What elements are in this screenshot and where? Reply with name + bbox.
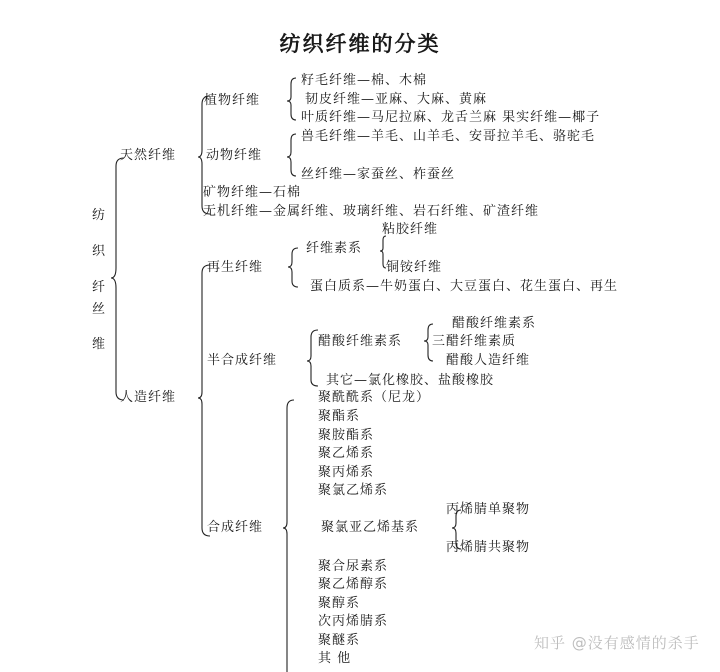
- animal-fiber-item: 兽毛纤维—羊毛、山羊毛、安哥拉羊毛、骆驼毛: [301, 129, 596, 144]
- protein-line: 蛋白质系—牛奶蛋白、大豆蛋白、花生蛋白、再生: [310, 279, 619, 294]
- regenerated-fiber-label: 再生纤维: [207, 260, 264, 275]
- semi-other-line: 其它—氯化橡胶、盐酸橡胶: [326, 373, 495, 388]
- root-char: 纺: [92, 208, 106, 223]
- root-char: 纤: [92, 280, 106, 295]
- plant-fiber-item: 叶质纤维—马尼拉麻、龙舌兰麻 果实纤维—椰子: [301, 110, 601, 125]
- mineral-fiber-line: 矿物纤维—石棉: [203, 185, 302, 200]
- semi-synthetic-label: 半合成纤维: [207, 353, 278, 368]
- vinylidene-item: 丙烯腈单聚物: [446, 502, 531, 517]
- cellulose-item: 铜铵纤维: [386, 260, 443, 275]
- synthetic-item: 聚胺酯系: [318, 428, 375, 443]
- root-char: 丝: [92, 302, 106, 317]
- manmade-fiber-label: 人造纤维: [120, 390, 177, 405]
- synthetic-item: 其 他: [318, 651, 352, 666]
- synthetic-fiber-label: 合成纤维: [207, 520, 264, 535]
- watermark: 知乎 @没有感情的杀手: [534, 634, 700, 652]
- synthetic-item: 聚合尿素系: [318, 559, 389, 574]
- vinylidene-group-label: 聚氯亚乙烯基系: [321, 520, 420, 535]
- inorganic-fiber-line: 无机纤维—金属纤维、玻璃纤维、岩石纤维、矿渣纤维: [203, 204, 540, 219]
- acetate-item: 醋酸人造纤维: [446, 353, 531, 368]
- synthetic-item: 聚氯乙烯系: [318, 483, 389, 498]
- synthetic-item: 次丙烯腈系: [318, 614, 389, 629]
- animal-fiber-label: 动物纤维: [206, 148, 263, 163]
- cellulose-item: 粘胶纤维: [382, 222, 439, 237]
- synthetic-item: 聚醇系: [318, 596, 361, 611]
- synthetic-item: 聚酯系: [318, 409, 361, 424]
- root-char: 织: [92, 244, 106, 259]
- synthetic-item: 聚酰酰系（尼龙）: [318, 390, 431, 405]
- natural-fiber-label: 天然纤维: [120, 148, 177, 163]
- root-char: 维: [92, 337, 106, 352]
- plant-fiber-item: 韧皮纤维—亚麻、大麻、黄麻: [305, 92, 488, 107]
- animal-fiber-item: 丝纤维—家蚕丝、柞蚕丝: [301, 167, 456, 182]
- synthetic-item: 聚丙烯系: [318, 465, 375, 480]
- acetate-group-label: 醋酸纤维素系: [318, 334, 403, 349]
- plant-fiber-item: 籽毛纤维—棉、木棉: [301, 73, 428, 88]
- acetate-item: 三醋纤维素质: [432, 334, 517, 349]
- acetate-item: 醋酸纤维素系: [452, 316, 537, 331]
- page-title: 纺织纤维的分类: [279, 31, 441, 56]
- synthetic-item: 聚醚系: [318, 633, 361, 648]
- synthetic-item: 聚乙烯系: [318, 446, 375, 461]
- vinylidene-item: 丙烯腈共聚物: [446, 540, 531, 555]
- plant-fiber-label: 植物纤维: [204, 93, 261, 108]
- synthetic-item: 聚乙烯醇系: [318, 577, 389, 592]
- cellulose-group-label: 纤维素系: [306, 241, 363, 256]
